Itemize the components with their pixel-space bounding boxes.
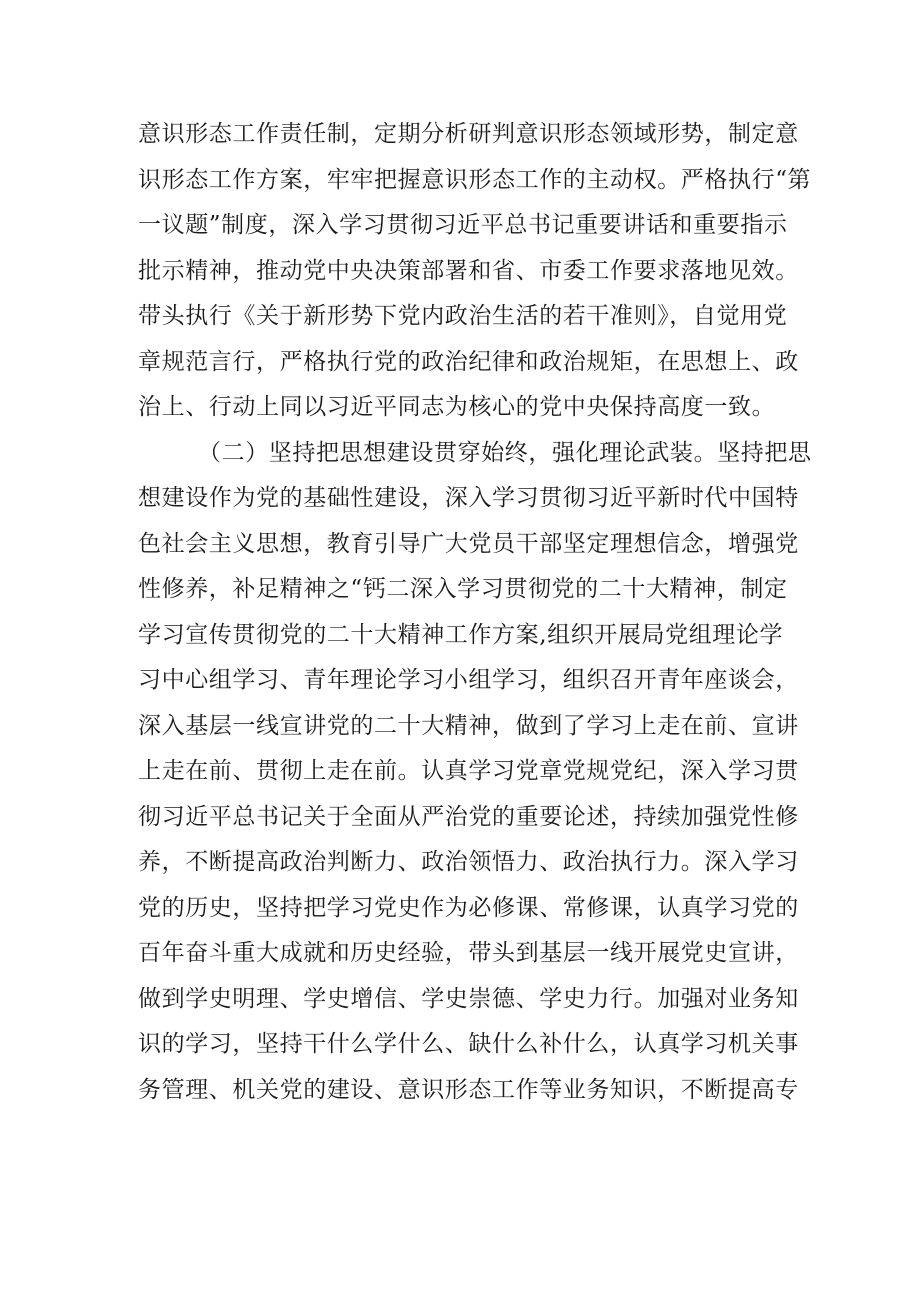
text-line: 彻习近平总书记关于全面从严治党的重要论述，持续加强党性修 [138, 803, 799, 830]
text-line: 学习宣传贯彻党的二十大精神工作方案,组织开展局党组理论学 [138, 621, 784, 648]
text-line: 百年奋斗重大成就和历史经验，带头到基层一线开展党史宣讲， [138, 940, 799, 966]
text-line: 批示精神，推动党中央决策部署和省、市委工作要求落地见效。 [138, 257, 799, 284]
text-line: 治上、行动上同以习近平同志为核心的党中央保持高度一致。 [138, 394, 776, 420]
text-line: 务管理、机关党的建设、意识形态工作等业务知识，不断提高专 [138, 1076, 799, 1103]
text-line: 识形态工作方案，牢牢把握意识形态工作的主动权。严格执行“第 [138, 166, 812, 193]
text-line: 意识形态工作责任制，定期分析研判意识形态领域形势，制定意 [138, 121, 799, 147]
text-line: 想建设作为党的基础性建设，深入学习贯彻习近平新时代中国特 [138, 485, 799, 511]
text-line: 上走在前、贯彻上走在前。认真学习党章党规党纪，深入学习贯 [138, 758, 799, 784]
body-text [138, 112, 812, 1113]
text-line: 做到学史明理、学史增信、学史崇德、学史力行。加强对业务知 [138, 985, 799, 1012]
text-line: 习中心组学习、青年理论学习小组学习，组织召开青年座谈会， [138, 667, 799, 693]
text-line: 性修养，补足精神之“钙二深入学习贯彻党的二十大精神，制定 [138, 576, 788, 602]
text-line: 深入基层一线宣讲党的二十大精神，做到了学习上走在前、宣讲 [138, 712, 799, 739]
text-line: 党的历史，坚持把学习党史作为必修课、常修课，认真学习党的 [138, 894, 799, 921]
text-line: 章规范言行，严格执行党的政治纪律和政治规矩，在思想上、政 [138, 348, 799, 375]
section-heading-line: （二）坚持把思想建设贯穿始终，强化理论武装。坚持把思 [198, 439, 812, 466]
text-line: 识的学习，坚持干什么学什么、缺什么补什么，认真学习机关事 [138, 1031, 799, 1057]
text-line: 一议题”制度，深入学习贯彻习近平总书记重要讲话和重要指示 [138, 212, 788, 238]
text-line: 带头执行《关于新形势下党内政治生活的若干准则》，自觉用党 [138, 303, 788, 329]
text-line: 色社会主义思想，教育引导广大党员干部坚定理想信念，增强党 [138, 530, 799, 557]
text-line: 养，不断提高政治判断力、政治领悟力、政治执行力。深入学习 [138, 849, 799, 875]
